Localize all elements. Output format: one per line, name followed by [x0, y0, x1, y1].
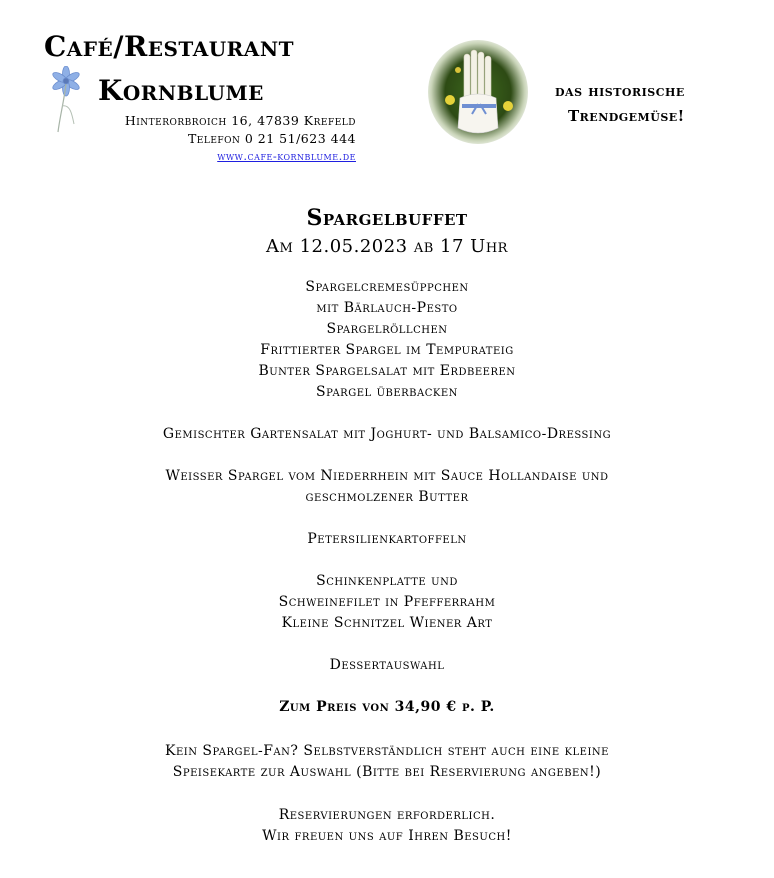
- menu-item: Bunter Spargelsalat mit Erdbeeren: [258, 363, 516, 379]
- cafe-name-line1: Café/Restaurant: [44, 30, 294, 63]
- event-date: Am 12.05.2023 ab 17 Uhr: [266, 236, 508, 257]
- menu-item: mit Bärlauch-Pesto: [316, 300, 458, 316]
- cornflower-logo-icon: [46, 66, 86, 134]
- alternative-note-line2: Speisekarte zur Auswahl (Bitte bei Reservierung angeben!): [172, 764, 602, 780]
- website-link[interactable]: www.cafe-kornblume.de: [217, 149, 356, 163]
- main-course-line2: geschmolzener Butter: [305, 489, 469, 505]
- asparagus-bundle-image: [428, 40, 528, 144]
- meat-item: Kleine Schnitzel Wiener Art: [281, 615, 493, 631]
- side-dish: Petersilienkartoffeln: [307, 531, 467, 547]
- flower-leaf: [62, 106, 74, 124]
- menu-item: Spargel überbacken: [316, 384, 458, 400]
- menu-item: Frittierter Spargel im Tempurateig: [260, 342, 514, 358]
- flower-head: [51, 66, 80, 96]
- cafe-name-line2: Kornblume: [98, 74, 264, 107]
- event-title: Spargelbuffet: [306, 205, 468, 231]
- reservation-note: Reservierungen erforderlich.: [278, 807, 496, 823]
- flower-stem: [58, 84, 66, 132]
- alternative-note-line1: Kein Spargel-Fan? Selbstverständlich steht auch eine kleine: [165, 743, 609, 759]
- welcome-note: Wir freuen uns auf Ihren Besuch!: [262, 828, 512, 844]
- salad-item: Gemischter Gartensalat mit Joghurt- und Balsamico-Dressing: [162, 426, 612, 442]
- meat-item: Schweinefilet in Pfefferrahm: [278, 594, 496, 610]
- tagline-line2: Trendgemüse!: [568, 107, 685, 125]
- price-text: Zum Preis von 34,90 € p. P.: [279, 699, 495, 715]
- address-text: Hinterorbroich 16, 47839 Krefeld: [124, 113, 356, 128]
- menu-item: Spargelcremesüppchen: [305, 279, 469, 295]
- main-course-line1: Weisser Spargel vom Niederrhein mit Sauce Hollandaise und: [165, 468, 609, 484]
- phone-text: Telefon 0 21 51/623 444: [187, 131, 356, 146]
- dessert-item: Dessertauswahl: [329, 657, 445, 673]
- meat-item: Schinkenplatte und: [316, 573, 458, 589]
- tagline-line1: das historische: [555, 82, 685, 100]
- menu-item: Spargelröllchen: [326, 321, 448, 337]
